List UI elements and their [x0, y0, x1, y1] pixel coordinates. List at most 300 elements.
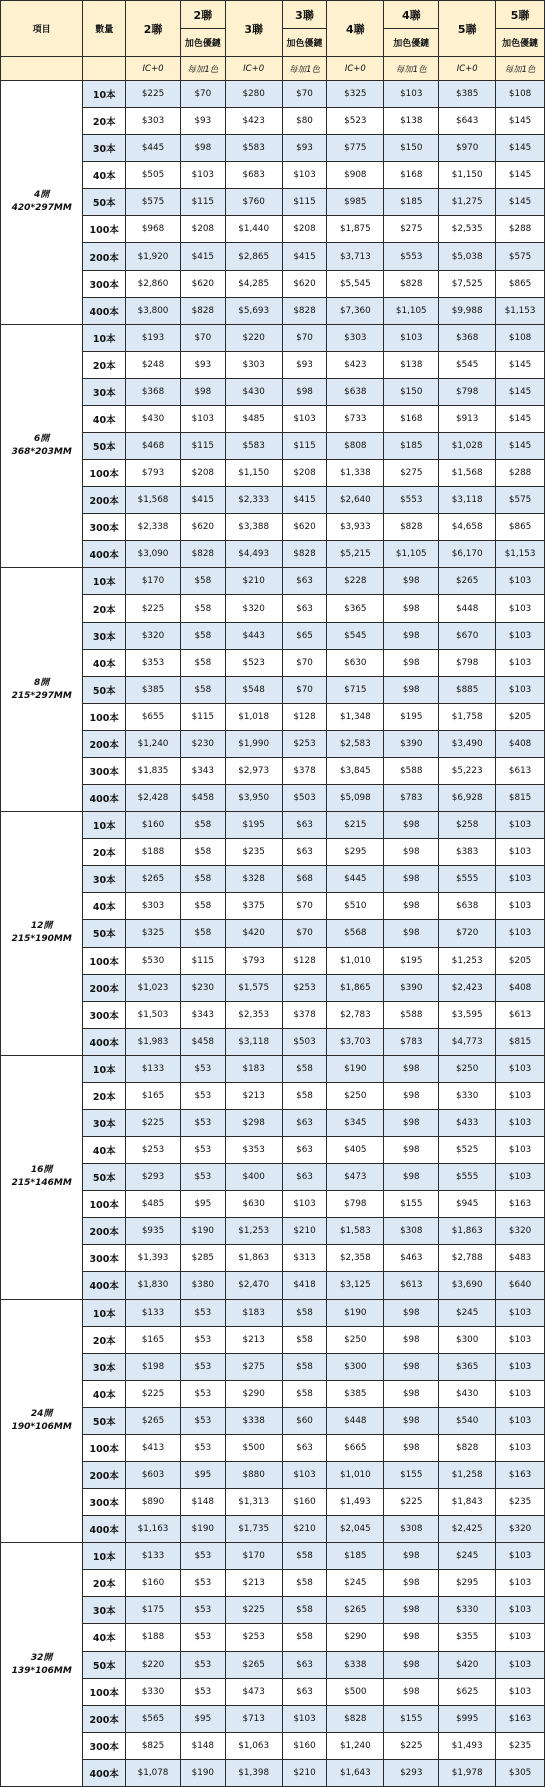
- price-cell: $275: [225, 1353, 282, 1380]
- price-cell: $3,490: [439, 730, 496, 757]
- price-cell: $58: [180, 622, 225, 649]
- price-cell: $555: [439, 866, 496, 893]
- price-cell: $1,105: [384, 297, 439, 324]
- price-cell: $1,258: [439, 1461, 496, 1488]
- table-row: [1, 1732, 545, 1759]
- price-cell: $483: [496, 1245, 545, 1272]
- price-cell: $133: [126, 1543, 181, 1570]
- price-cell: $245: [327, 1570, 384, 1597]
- price-cell: $98: [384, 812, 439, 839]
- price-cell: $368: [439, 324, 496, 351]
- price-cell: $588: [384, 1001, 439, 1028]
- col-header-2lian-add: 2聯: [180, 1, 225, 29]
- table-row: [1, 1597, 545, 1624]
- price-cell: $190: [180, 1759, 225, 1786]
- price-cell: $265: [225, 1651, 282, 1678]
- table-row: [1, 1001, 545, 1028]
- size-group-label: [1, 81, 83, 325]
- price-cell: $298: [225, 1109, 282, 1136]
- price-cell: $138: [384, 108, 439, 135]
- col-header-4lian: 4聯: [327, 1, 384, 57]
- price-cell: $553: [384, 243, 439, 270]
- table-row: [1, 81, 545, 108]
- price-cell: $2,865: [225, 243, 282, 270]
- table-row: [1, 433, 545, 460]
- quantity-cell: 20本: [83, 108, 126, 135]
- table-row: [1, 1082, 545, 1109]
- price-cell: $98: [180, 378, 225, 405]
- price-cell: $3,388: [225, 514, 282, 541]
- price-cell: $2,535: [439, 216, 496, 243]
- price-cell: $195: [384, 703, 439, 730]
- price-cell: $290: [327, 1624, 384, 1651]
- price-cell: $828: [439, 1434, 496, 1461]
- quantity-cell: 300本: [83, 1001, 126, 1028]
- price-cell: $338: [327, 1651, 384, 1678]
- price-cell: $2,788: [439, 1245, 496, 1272]
- price-cell: $365: [439, 1353, 496, 1380]
- price-cell: $1,240: [126, 730, 181, 757]
- price-cell: $303: [225, 351, 282, 378]
- price-cell: $2,353: [225, 1001, 282, 1028]
- table-row: [1, 1028, 545, 1055]
- price-cell: $1,843: [439, 1489, 496, 1516]
- price-cell: $5,098: [327, 785, 384, 812]
- price-cell: $1,063: [225, 1732, 282, 1759]
- price-cell: $3,118: [439, 487, 496, 514]
- price-cell: $385: [439, 81, 496, 108]
- quantity-cell: 40本: [83, 405, 126, 432]
- price-cell: $98: [384, 1597, 439, 1624]
- price-cell: $245: [439, 1543, 496, 1570]
- size-group-label: [1, 1299, 83, 1543]
- quantity-cell: 100本: [83, 460, 126, 487]
- price-cell: $63: [282, 1164, 327, 1191]
- price-cell: $553: [384, 487, 439, 514]
- price-cell: $205: [496, 703, 545, 730]
- price-cell: $2,860: [126, 270, 181, 297]
- quantity-cell: 30本: [83, 1597, 126, 1624]
- price-cell: $1,150: [439, 162, 496, 189]
- price-cell: $1,830: [126, 1272, 181, 1299]
- price-cell: $145: [496, 378, 545, 405]
- price-cell: $213: [225, 1326, 282, 1353]
- table-row: [1, 378, 545, 405]
- price-cell: $1,835: [126, 757, 181, 784]
- price-cell: $295: [439, 1570, 496, 1597]
- price-cell: $145: [496, 433, 545, 460]
- price-cell: $353: [225, 1137, 282, 1164]
- price-cell: $208: [282, 460, 327, 487]
- price-cell: $58: [180, 812, 225, 839]
- price-cell: $968: [126, 216, 181, 243]
- price-cell: $63: [282, 1109, 327, 1136]
- quantity-cell: 200本: [83, 974, 126, 1001]
- price-cell: $1,275: [439, 189, 496, 216]
- price-cell: $308: [384, 1516, 439, 1543]
- price-cell: $103: [496, 1109, 545, 1136]
- price-cell: $98: [384, 839, 439, 866]
- table-row: [1, 1164, 545, 1191]
- price-cell: $58: [282, 1597, 327, 1624]
- price-cell: $58: [282, 1299, 327, 1326]
- price-cell: $63: [282, 839, 327, 866]
- price-cell: $783: [384, 1028, 439, 1055]
- quantity-cell: 400本: [83, 541, 126, 568]
- price-cell: $70: [282, 324, 327, 351]
- price-cell: $103: [384, 324, 439, 351]
- price-cell: $458: [180, 1028, 225, 1055]
- price-cell: $485: [225, 405, 282, 432]
- price-cell: $58: [180, 866, 225, 893]
- price-cell: $183: [225, 1055, 282, 1082]
- table-row: [1, 108, 545, 135]
- price-cell: $103: [496, 812, 545, 839]
- price-cell: $58: [180, 893, 225, 920]
- price-cell: $98: [384, 866, 439, 893]
- sub-header-ic0: IC+0: [225, 57, 282, 81]
- price-cell: $115: [180, 947, 225, 974]
- price-cell: $2,333: [225, 487, 282, 514]
- price-cell: $620: [282, 270, 327, 297]
- quantity-cell: 40本: [83, 893, 126, 920]
- price-cell: $58: [180, 595, 225, 622]
- price-cell: $53: [180, 1055, 225, 1082]
- price-cell: $3,595: [439, 1001, 496, 1028]
- price-cell: $168: [384, 162, 439, 189]
- price-cell: $103: [496, 1326, 545, 1353]
- size-name: 4開: [34, 190, 50, 201]
- table-row: [1, 812, 545, 839]
- table-row: [1, 730, 545, 757]
- price-cell: $70: [282, 893, 327, 920]
- table-row: [1, 1272, 545, 1299]
- table-row: [1, 487, 545, 514]
- header-row-top: [1, 1, 545, 29]
- size-dimensions: 190*106MM: [11, 1421, 72, 1432]
- price-cell: $1,023: [126, 974, 181, 1001]
- price-cell: $3,800: [126, 297, 181, 324]
- price-cell: $828: [282, 541, 327, 568]
- price-cell: $160: [126, 812, 181, 839]
- price-cell: $98: [384, 920, 439, 947]
- price-cell: $300: [439, 1326, 496, 1353]
- quantity-cell: 20本: [83, 1326, 126, 1353]
- price-cell: $103: [282, 1461, 327, 1488]
- sub-header-blank: [83, 57, 126, 81]
- price-cell: $6,928: [439, 785, 496, 812]
- quantity-cell: 40本: [83, 649, 126, 676]
- price-cell: $225: [384, 1732, 439, 1759]
- price-cell: $103: [180, 162, 225, 189]
- price-cell: $103: [282, 162, 327, 189]
- price-cell: $2,428: [126, 785, 181, 812]
- price-cell: $783: [384, 785, 439, 812]
- price-cell: $1,758: [439, 703, 496, 730]
- price-cell: $313: [282, 1245, 327, 1272]
- table-row: [1, 1489, 545, 1516]
- quantity-cell: 200本: [83, 243, 126, 270]
- price-cell: $155: [384, 1461, 439, 1488]
- price-cell: $4,285: [225, 270, 282, 297]
- price-cell: $378: [282, 1001, 327, 1028]
- price-cell: $2,783: [327, 1001, 384, 1028]
- price-cell: $58: [282, 1353, 327, 1380]
- price-cell: $510: [327, 893, 384, 920]
- table-row: [1, 1137, 545, 1164]
- price-cell: $58: [180, 676, 225, 703]
- price-cell: $103: [282, 405, 327, 432]
- price-cell: $98: [384, 1164, 439, 1191]
- price-cell: $945: [439, 1191, 496, 1218]
- price-cell: $225: [126, 81, 181, 108]
- price-cell: $308: [384, 1218, 439, 1245]
- size-group-label: [1, 1543, 83, 1787]
- price-cell: $70: [180, 81, 225, 108]
- price-cell: $103: [496, 1597, 545, 1624]
- price-cell: $4,493: [225, 541, 282, 568]
- price-cell: $70: [180, 324, 225, 351]
- header-row-sub: [1, 57, 545, 81]
- price-cell: $98: [384, 1407, 439, 1434]
- price-cell: $93: [282, 351, 327, 378]
- price-cell: $103: [496, 1678, 545, 1705]
- price-cell: $98: [282, 378, 327, 405]
- price-cell: $53: [180, 1434, 225, 1461]
- table-row: [1, 1434, 545, 1461]
- price-cell: $98: [384, 595, 439, 622]
- price-cell: $165: [126, 1082, 181, 1109]
- table-row: [1, 1461, 545, 1488]
- price-cell: $98: [384, 1380, 439, 1407]
- table-row: [1, 785, 545, 812]
- table-row: [1, 1678, 545, 1705]
- price-cell: $523: [225, 649, 282, 676]
- quantity-cell: 300本: [83, 757, 126, 784]
- price-cell: $150: [384, 378, 439, 405]
- quantity-cell: 40本: [83, 1137, 126, 1164]
- price-cell: $815: [496, 785, 545, 812]
- price-cell: $98: [384, 1299, 439, 1326]
- size-group-label: [1, 1055, 83, 1299]
- price-cell: $168: [384, 405, 439, 432]
- price-cell: $98: [384, 1137, 439, 1164]
- price-cell: $330: [439, 1082, 496, 1109]
- price-cell: $638: [327, 378, 384, 405]
- price-cell: $160: [126, 1570, 181, 1597]
- price-cell: $343: [180, 1001, 225, 1028]
- price-cell: $163: [496, 1191, 545, 1218]
- price-cell: $98: [384, 1570, 439, 1597]
- price-cell: $798: [439, 378, 496, 405]
- price-cell: $103: [496, 866, 545, 893]
- price-cell: $1,920: [126, 243, 181, 270]
- price-cell: $303: [126, 893, 181, 920]
- price-cell: $98: [384, 622, 439, 649]
- price-cell: $115: [180, 189, 225, 216]
- price-cell: $588: [384, 757, 439, 784]
- price-cell: $3,713: [327, 243, 384, 270]
- price-cell: $155: [384, 1191, 439, 1218]
- price-cell: $150: [384, 135, 439, 162]
- price-cell: $225: [126, 1380, 181, 1407]
- price-cell: $368: [126, 378, 181, 405]
- price-cell: $195: [225, 812, 282, 839]
- price-cell: $1,010: [327, 1461, 384, 1488]
- table-row: [1, 1218, 545, 1245]
- price-cell: $145: [496, 189, 545, 216]
- price-cell: $103: [496, 1380, 545, 1407]
- quantity-cell: 50本: [83, 920, 126, 947]
- quantity-cell: 10本: [83, 324, 126, 351]
- price-cell: $103: [496, 1299, 545, 1326]
- price-cell: $3,845: [327, 757, 384, 784]
- price-cell: $103: [496, 1543, 545, 1570]
- table-row: [1, 541, 545, 568]
- table-row: [1, 270, 545, 297]
- add-color-label: 加色優鏈: [496, 29, 545, 57]
- size-group-label: [1, 324, 83, 568]
- price-cell: $205: [496, 947, 545, 974]
- table-row: [1, 189, 545, 216]
- quantity-cell: 10本: [83, 568, 126, 595]
- price-cell: $275: [384, 460, 439, 487]
- price-cell: $995: [439, 1705, 496, 1732]
- price-cell: $890: [126, 1489, 181, 1516]
- price-cell: $98: [180, 135, 225, 162]
- price-cell: $338: [225, 1407, 282, 1434]
- price-cell: $1,253: [439, 947, 496, 974]
- price-cell: $190: [180, 1516, 225, 1543]
- quantity-cell: 10本: [83, 81, 126, 108]
- col-header-3lian: 3聯: [225, 1, 282, 57]
- quantity-cell: 400本: [83, 785, 126, 812]
- price-cell: $1,865: [327, 974, 384, 1001]
- price-cell: $430: [126, 405, 181, 432]
- price-cell: $210: [225, 568, 282, 595]
- price-cell: $65: [282, 622, 327, 649]
- table-row: [1, 135, 545, 162]
- price-cell: $1,983: [126, 1028, 181, 1055]
- price-cell: $53: [180, 1137, 225, 1164]
- price-cell: $1,240: [327, 1732, 384, 1759]
- price-cell: $583: [225, 135, 282, 162]
- price-cell: $1,493: [439, 1732, 496, 1759]
- price-cell: $9,988: [439, 297, 496, 324]
- price-cell: $415: [180, 487, 225, 514]
- price-cell: $408: [496, 974, 545, 1001]
- price-cell: $503: [282, 785, 327, 812]
- table-row: [1, 839, 545, 866]
- table-row: [1, 1380, 545, 1407]
- quantity-cell: 30本: [83, 135, 126, 162]
- price-cell: $525: [439, 1137, 496, 1164]
- price-cell: $63: [282, 568, 327, 595]
- price-cell: $6,170: [439, 541, 496, 568]
- price-cell: $1,990: [225, 730, 282, 757]
- price-cell: $328: [225, 866, 282, 893]
- quantity-cell: 100本: [83, 947, 126, 974]
- price-cell: $53: [180, 1678, 225, 1705]
- quantity-cell: 200本: [83, 1218, 126, 1245]
- size-dimensions: 215*190MM: [11, 934, 72, 945]
- price-cell: $1,643: [327, 1759, 384, 1786]
- price-cell: $1,338: [327, 460, 384, 487]
- quantity-cell: 30本: [83, 1353, 126, 1380]
- price-cell: $2,425: [439, 1516, 496, 1543]
- price-cell: $228: [327, 568, 384, 595]
- table-row: [1, 622, 545, 649]
- price-cell: $163: [496, 1705, 545, 1732]
- price-cell: $63: [282, 595, 327, 622]
- price-cell: $303: [126, 108, 181, 135]
- price-cell: $670: [439, 622, 496, 649]
- price-cell: $1,313: [225, 1489, 282, 1516]
- price-cell: $250: [327, 1326, 384, 1353]
- price-cell: $3,950: [225, 785, 282, 812]
- price-cell: $225: [126, 595, 181, 622]
- price-cell: $828: [180, 541, 225, 568]
- price-cell: $95: [180, 1191, 225, 1218]
- price-cell: $448: [439, 595, 496, 622]
- price-cell: $1,028: [439, 433, 496, 460]
- price-cell: $103: [496, 1407, 545, 1434]
- price-cell: $98: [384, 1055, 439, 1082]
- quantity-cell: 20本: [83, 1082, 126, 1109]
- price-cell: $865: [496, 514, 545, 541]
- price-cell: $63: [282, 1651, 327, 1678]
- price-cell: $665: [327, 1434, 384, 1461]
- price-table-body: [1, 81, 545, 1787]
- price-cell: $828: [384, 270, 439, 297]
- table-row: [1, 1245, 545, 1272]
- price-cell: $103: [496, 1624, 545, 1651]
- sub-header-ic0: IC+0: [439, 57, 496, 81]
- quantity-cell: 50本: [83, 189, 126, 216]
- table-row: [1, 405, 545, 432]
- price-cell: $325: [327, 81, 384, 108]
- price-cell: $188: [126, 839, 181, 866]
- price-cell: $330: [126, 1678, 181, 1705]
- quantity-cell: 10本: [83, 1055, 126, 1082]
- price-cell: $95: [180, 1705, 225, 1732]
- price-cell: $1,568: [439, 460, 496, 487]
- price-cell: $415: [282, 243, 327, 270]
- price-cell: $413: [126, 1434, 181, 1461]
- price-cell: $250: [327, 1082, 384, 1109]
- price-cell: $380: [180, 1272, 225, 1299]
- price-cell: $3,090: [126, 541, 181, 568]
- price-cell: $3,690: [439, 1272, 496, 1299]
- price-cell: $265: [126, 1407, 181, 1434]
- price-cell: $253: [282, 730, 327, 757]
- price-cell: $7,525: [439, 270, 496, 297]
- price-cell: $575: [496, 243, 545, 270]
- price-cell: $630: [327, 649, 384, 676]
- price-cell: $280: [225, 81, 282, 108]
- quantity-cell: 200本: [83, 487, 126, 514]
- price-cell: $98: [384, 1543, 439, 1570]
- price-cell: $603: [126, 1461, 181, 1488]
- table-row: [1, 974, 545, 1001]
- price-cell: $935: [126, 1218, 181, 1245]
- price-cell: $400: [225, 1164, 282, 1191]
- price-cell: $98: [384, 568, 439, 595]
- price-cell: $53: [180, 1380, 225, 1407]
- price-cell: $5,545: [327, 270, 384, 297]
- size-group-label: [1, 568, 83, 812]
- price-cell: $828: [282, 297, 327, 324]
